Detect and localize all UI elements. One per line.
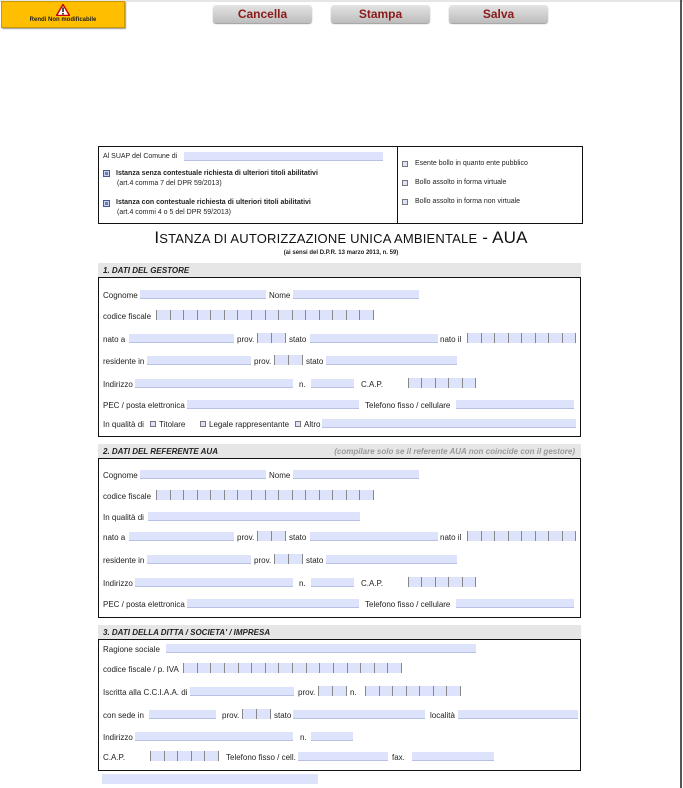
s1-nato-il-input[interactable]: [467, 333, 576, 343]
cancel-button[interactable]: Cancella: [213, 5, 312, 23]
s2-nato-a-label: nato a: [103, 533, 126, 542]
s3-localita-label: località: [430, 711, 455, 720]
s3-ragione-input[interactable]: [166, 644, 476, 653]
s1-stato-label: stato: [289, 335, 307, 344]
make-readonly-label: Rendi Non modificabile: [29, 17, 97, 23]
s1-pec-label: PEC / posta elettronica: [103, 401, 185, 410]
s2-stato-input[interactable]: [310, 532, 438, 541]
option-with-titles-checkbox[interactable]: [103, 200, 110, 207]
s3-iscritta-label: Iscritta alla C.C.I.A.A. di: [103, 688, 188, 697]
s1-codice-fiscale-input[interactable]: [156, 310, 374, 320]
s1-qualita-label: In qualità di: [103, 420, 144, 429]
bollo-non-virtuale-label: Bollo assolto in forma non virtuale: [415, 198, 521, 205]
s2-cap-label: C.A.P.: [361, 579, 384, 588]
s1-civico-input[interactable]: [311, 379, 354, 388]
option2-title: Istanza con contestuale richiesta di ulteriori titoli abilitativi: [116, 199, 311, 206]
bollo-esente-checkbox[interactable]: [402, 161, 408, 167]
s1-res-prov-label: prov.: [254, 357, 272, 366]
s3-cciaa-input[interactable]: [190, 687, 294, 696]
bollo-esente-label: Esente bollo in quanto ente pubblico: [415, 160, 528, 167]
s2-qualita-input[interactable]: [148, 512, 360, 521]
s1-res-prov-input[interactable]: [274, 355, 303, 365]
s2-res-stato-label: stato: [306, 556, 324, 565]
s3-n2-label: n.: [300, 733, 307, 742]
print-button[interactable]: Stampa: [331, 5, 430, 23]
s1-pec-input[interactable]: [187, 400, 359, 409]
s1-indirizzo-label: Indirizzo: [103, 380, 133, 389]
option1-ref: (art.4 comma 7 del DPR 59/2013): [117, 180, 222, 187]
s3-indirizzo-label: Indirizzo: [103, 733, 133, 742]
s1-telefono-label: Telefono fisso / cellulare: [365, 401, 451, 410]
section1-header: [98, 263, 581, 277]
s3-stato-input[interactable]: [293, 710, 425, 719]
warning-triangle-icon: [56, 4, 70, 16]
section3-header: [98, 625, 581, 639]
s3-sede-prov-label: prov.: [222, 711, 240, 720]
s3-cap-label: C.A.P.: [103, 753, 126, 762]
s2-prov-label: prov.: [237, 533, 255, 542]
s3-indirizzo-input[interactable]: [135, 732, 293, 741]
s1-nome-label: Nome: [269, 291, 291, 300]
s2-qualita-label: In qualità di: [103, 513, 144, 522]
s2-nato-il-label: nato il: [440, 533, 462, 542]
s3-fax-input[interactable]: [412, 752, 494, 761]
s3-prov-label: prov.: [298, 688, 316, 697]
s3-cap-input[interactable]: [150, 751, 219, 761]
s2-cf-label: codice fiscale: [103, 492, 152, 501]
s2-prov-input[interactable]: [257, 531, 286, 541]
s1-cf-label: codice fiscale: [103, 312, 152, 321]
s1-nato-a-label: nato a: [103, 335, 126, 344]
s2-stato-label: stato: [289, 533, 307, 542]
s1-cap-input[interactable]: [408, 378, 476, 388]
s3-localita-input[interactable]: [458, 710, 578, 719]
save-button[interactable]: Salva: [449, 5, 548, 23]
option2-ref: (art.4 commi 4 o 5 del DPR 59/2013): [117, 209, 231, 216]
s1-cognome-input[interactable]: [140, 290, 266, 299]
s1-res-stato-input[interactable]: [326, 356, 457, 365]
s3-telefono-input[interactable]: [298, 752, 388, 761]
s2-indirizzo-input[interactable]: [135, 578, 293, 587]
s1-indirizzo-input[interactable]: [135, 379, 293, 388]
section1-title: 1. DATI DEL GESTORE: [103, 266, 190, 275]
s2-res-prov-label: prov.: [254, 556, 272, 565]
s1-altro-input[interactable]: [322, 419, 576, 428]
s1-altro-checkbox[interactable]: [295, 421, 301, 427]
title-rest: STANZA DI AUTORIZZAZIONE UNICA AMBIENTALE: [159, 231, 478, 246]
s3-cf-piva-label: codice fiscale / p. IVA: [103, 665, 179, 674]
s1-residente-label: residente in: [103, 357, 145, 366]
bollo-virtuale-checkbox[interactable]: [402, 180, 408, 186]
s1-telefono-input[interactable]: [456, 400, 574, 409]
s1-titolare-label: Titolare: [159, 420, 186, 429]
s1-altro-label: Altro: [304, 420, 321, 429]
section2-title: 2. DATI DEL REFERENTE AUA: [103, 447, 218, 456]
s2-residente-label: residente in: [103, 556, 145, 565]
title-initial: I: [154, 228, 160, 247]
s3-fax-label: fax.: [392, 753, 405, 762]
s2-indirizzo-label: Indirizzo: [103, 579, 133, 588]
s2-civico-input[interactable]: [311, 578, 354, 587]
s1-cap-label: C.A.P.: [361, 380, 384, 389]
s1-legale-checkbox[interactable]: [200, 421, 206, 427]
page-subtitle: (ai sensi del D.P.R. 13 marzo 2013, n. 59): [283, 250, 399, 256]
suap-label: Al SUAP del Comune di: [103, 153, 178, 160]
s2-cognome-label: Cognome: [103, 471, 138, 480]
s1-nato-il-label: nato il: [440, 335, 462, 344]
s1-stato-input[interactable]: [310, 334, 438, 343]
s1-n-label: n.: [299, 380, 306, 389]
s2-residente-input[interactable]: [147, 555, 251, 564]
s2-res-prov-input[interactable]: [274, 554, 303, 564]
s3-sede-label: con sede in: [103, 711, 144, 720]
s3-cf-piva-input[interactable]: [183, 663, 402, 673]
s3-sede-prov-input[interactable]: [242, 709, 271, 719]
s1-prov-label: prov.: [237, 335, 255, 344]
suap-comune-input[interactable]: [184, 152, 383, 161]
s3-ragione-label: Ragione sociale: [103, 645, 160, 654]
option1-title: Istanza senza contestuale richiesta di ulteriori titoli abilitativi: [116, 170, 318, 177]
s1-prov-input[interactable]: [257, 333, 286, 343]
s2-pec-input[interactable]: [187, 599, 359, 608]
s2-res-stato-input[interactable]: [326, 555, 457, 564]
option-without-titles-checkbox[interactable]: [103, 170, 110, 177]
s2-nato-il-input[interactable]: [467, 531, 576, 541]
s2-nome-label: Nome: [269, 471, 291, 480]
s1-res-stato-label: stato: [306, 357, 324, 366]
make-readonly-button[interactable]: [1, 1, 125, 28]
s2-codice-fiscale-input[interactable]: [156, 490, 374, 500]
s1-cognome-label: Cognome: [103, 291, 138, 300]
bollo-non-virtuale-checkbox[interactable]: [402, 199, 408, 205]
s3-civico-input[interactable]: [311, 732, 353, 741]
s2-cap-input[interactable]: [408, 577, 476, 587]
s1-legale-label: Legale rappresentante: [209, 420, 290, 429]
section2-header: [98, 444, 581, 458]
s3-rea-input[interactable]: [365, 686, 461, 696]
s3-stato-label: stato: [274, 711, 292, 720]
extra-input[interactable]: [102, 774, 318, 784]
s1-nome-input[interactable]: [293, 290, 419, 299]
s2-telefono-label: Telefono fisso / cellulare: [365, 600, 451, 609]
s1-nato-a-input[interactable]: [129, 334, 234, 343]
title-suffix: - AUA: [477, 228, 528, 247]
s2-n-label: n.: [299, 579, 306, 588]
bollo-virtuale-label: Bollo assolto in forma virtuale: [415, 179, 507, 186]
section3-title: 3. DATI DELLA DITTA / SOCIETA' / IMPRESA: [103, 628, 271, 637]
page-title: [96, 228, 586, 248]
s3-n-label: n.: [350, 688, 357, 697]
s3-prov-input[interactable]: [318, 686, 347, 696]
s2-nato-a-input[interactable]: [129, 532, 234, 541]
s2-cognome-input[interactable]: [140, 470, 266, 479]
s1-titolare-checkbox[interactable]: [150, 421, 156, 427]
s3-telefono-label: Telefono fisso / cell.: [226, 753, 296, 762]
window-edge: [680, 0, 682, 788]
s2-telefono-input[interactable]: [456, 599, 574, 608]
section2-note: (compilare solo se il referente AUA non coincide con il gestore): [334, 447, 575, 456]
s1-residente-input[interactable]: [147, 356, 251, 365]
s2-pec-label: PEC / posta elettronica: [103, 600, 185, 609]
s2-nome-input[interactable]: [293, 470, 419, 479]
s3-sede-input[interactable]: [149, 710, 216, 719]
